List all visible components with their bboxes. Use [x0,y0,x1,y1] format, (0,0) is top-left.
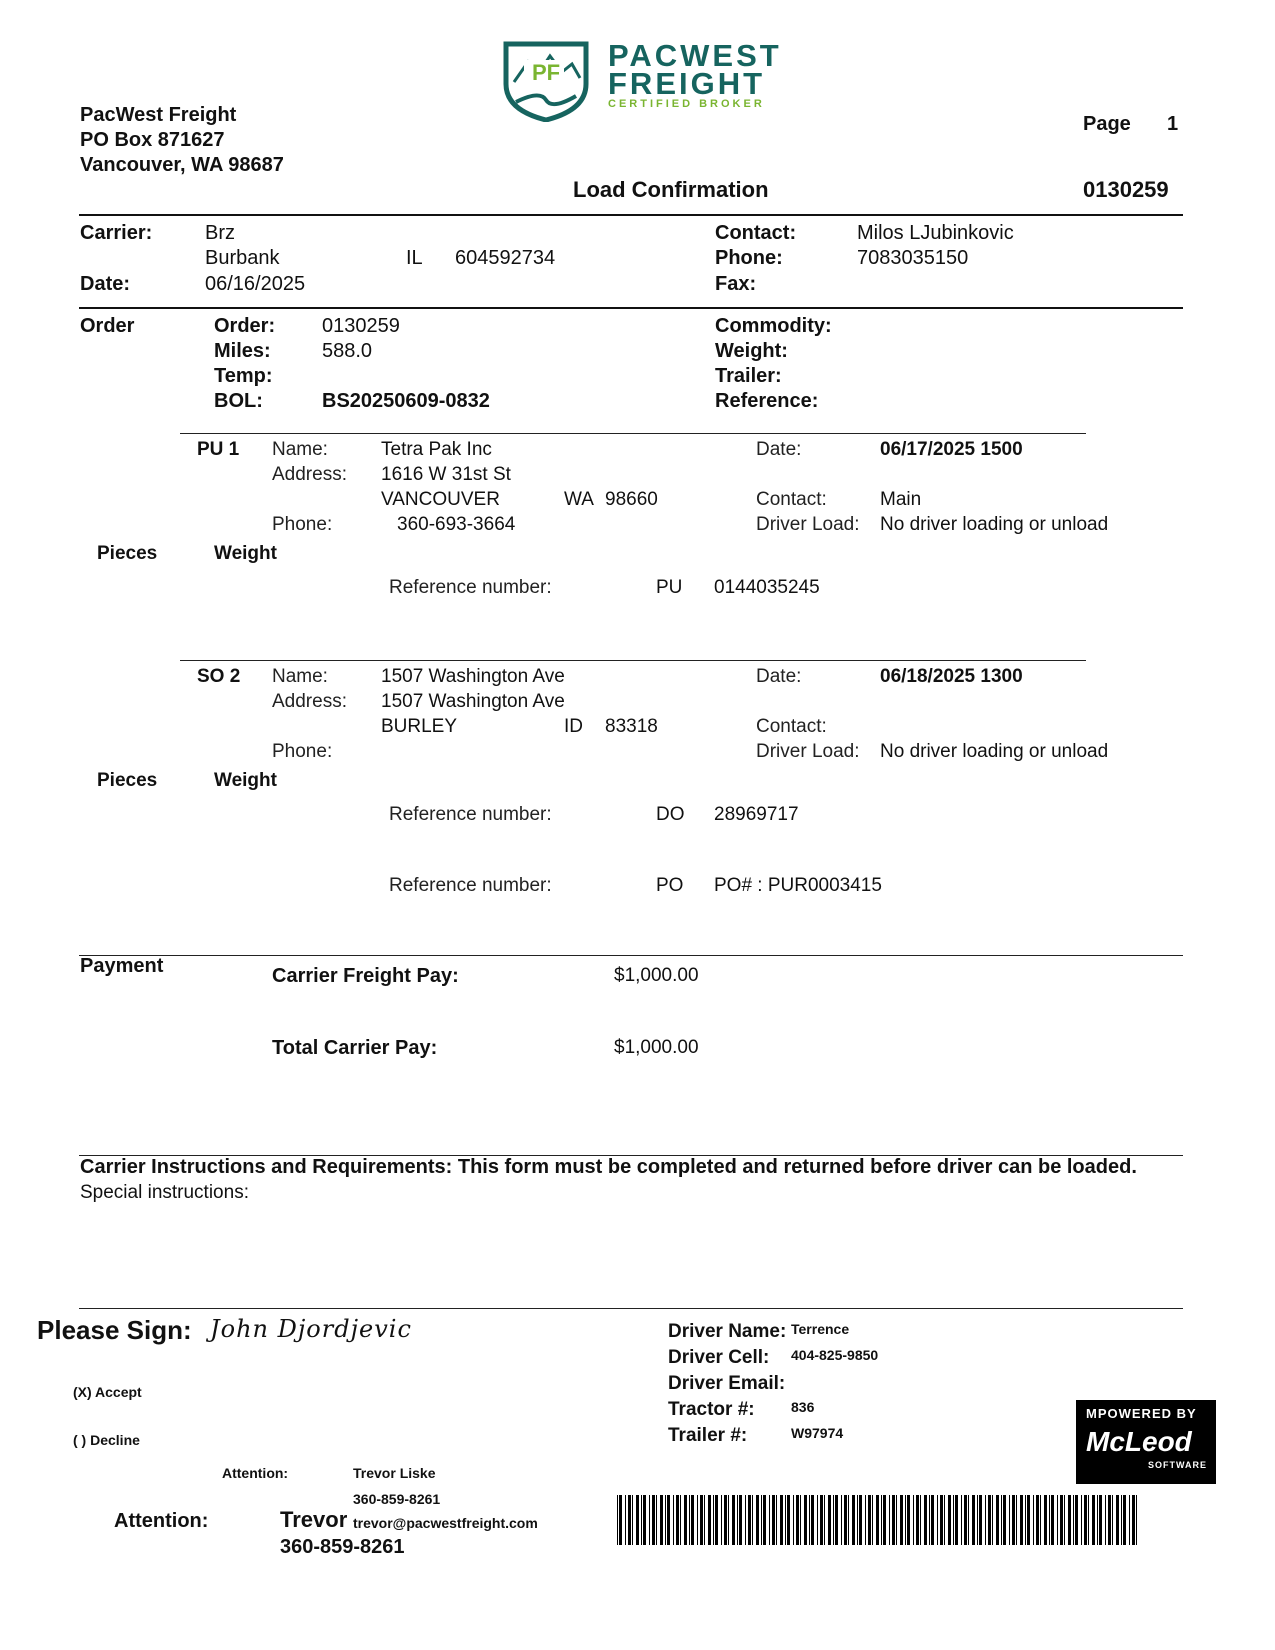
barcode-bar [1132,1495,1135,1545]
barcode-bar [900,1495,903,1545]
barcode-bar [1099,1495,1102,1545]
phone-value: 7083035150 [857,247,969,269]
carrier-date-label: Date: [80,273,131,295]
decline-option[interactable]: ( ) Decline [73,1432,140,1448]
barcode-bar [748,1495,751,1545]
barcode-bar [920,1495,921,1545]
barcode-bar [872,1495,873,1545]
bol-label: BOL: [214,390,263,412]
weight-col-label: Weight [214,543,277,564]
reference-value: PO# : PUR0003415 [714,875,882,896]
barcode-bar [929,1495,930,1545]
barcode-bar [961,1495,962,1545]
barcode-bar [859,1495,862,1545]
payment-section-label: Payment [80,955,164,977]
barcode-bar [883,1495,886,1545]
badge-sub: SOFTWARE [1148,1460,1207,1470]
total-pay-label: Total Carrier Pay: [272,1037,438,1059]
total-pay-value: $1,000.00 [614,1037,699,1058]
barcode-bar [865,1495,866,1545]
barcode-bar [1123,1495,1126,1545]
barcode-bar [811,1495,814,1545]
carrier-date: 06/16/2025 [205,273,306,295]
company-name: PacWest Freight [80,104,237,126]
barcode-bar [1108,1495,1111,1545]
stop-city: BURLEY [381,716,458,737]
barcode-bar [739,1495,742,1545]
barcode-bar [992,1495,993,1545]
barcode-bar [913,1495,914,1545]
barcode-bar [977,1495,978,1545]
stop-address-label: Address: [272,691,347,712]
stop-city: VANCOUVER [381,489,500,510]
barcode-bar [660,1495,663,1545]
barcode-bar [985,1495,986,1545]
barcode-bar [800,1495,801,1545]
barcode-bar [728,1495,729,1545]
stop-contact: Main [880,489,922,510]
attention-phone: 360-859-8261 [280,1536,405,1558]
barcode-bar [652,1495,655,1545]
barcode-bar [968,1495,969,1545]
trailer-number-value[interactable]: W97974 [791,1425,844,1441]
barcode-bar [937,1495,938,1545]
order-section-label: Order [80,315,135,337]
barcode-bar [1025,1495,1026,1545]
barcode-bar [1105,1495,1106,1545]
commodity-label: Commodity: [715,315,832,337]
barcode-bar [972,1495,975,1545]
barcode-bar [756,1495,759,1545]
driver-email-label: Driver Email: [668,1373,786,1394]
barcode-bar [787,1495,790,1545]
barcode-bar [713,1495,714,1545]
barcode-bar [656,1495,657,1545]
barcode-bar [632,1495,633,1545]
weight-label: Weight: [715,340,788,362]
barcode-bar [924,1495,927,1545]
attention-small-name: Trevor Liske [353,1465,436,1481]
barcode-bar [780,1495,783,1545]
stop-name: 1507 Washington Ave [381,666,565,687]
barcode-bar [844,1495,847,1545]
barcode-bar [700,1495,703,1545]
barcode-bar [796,1495,799,1545]
barcode-bar [996,1495,999,1545]
carrier-name: Brz [205,222,235,244]
signature-field[interactable]: John Djordjevic [210,1315,412,1343]
barcode-bar [1064,1495,1065,1545]
stop-phone-label: Phone: [272,514,333,535]
barcode-bar [1073,1495,1074,1545]
attention-small-label: Attention: [222,1465,289,1481]
stop-date: 06/18/2025 1300 [880,666,1023,687]
barcode-bar [617,1495,618,1545]
stop-name-label: Name: [272,439,328,460]
order-number: 0130259 [322,315,400,337]
badge-brand: McLeod [1086,1426,1192,1457]
company-city: Vancouver, WA 98687 [80,154,284,176]
barcode-bar [948,1495,951,1545]
barcode-bar [817,1495,818,1545]
tractor-value[interactable]: 836 [791,1399,815,1415]
barcode-bar [1044,1495,1047,1545]
barcode-bar [745,1495,746,1545]
barcode-bar [715,1495,718,1545]
carrier-city: Burbank [205,247,280,269]
barcode-bar [1112,1495,1113,1545]
barcode-bar [691,1495,694,1545]
stop-address: 1616 W 31st St [381,464,511,485]
barcode-bar [752,1495,753,1545]
barcode-bar [979,1495,982,1545]
carrier-label: Carrier: [80,222,153,244]
stop-code: SO 2 [197,666,241,687]
barcode-bar [772,1495,775,1545]
barcode-bar [1129,1495,1130,1545]
barcode-bar [1088,1495,1089,1545]
barcode-bar [1027,1495,1030,1545]
barcode-bar [881,1495,882,1545]
driver-cell-label: Driver Cell: [668,1347,770,1368]
barcode-bar [680,1495,681,1545]
barcode-bar [628,1495,631,1545]
barcode-bar [931,1495,934,1545]
fax-label: Fax: [715,273,757,295]
stop-divider [180,660,1086,661]
miles-label: Miles: [214,340,271,362]
stop-code: PU 1 [197,439,240,460]
logo-line1: PACWEST [608,38,782,73]
barcode-bar [649,1495,650,1545]
stop-driver-load-label: Driver Load: [756,741,860,762]
barcode-bar [676,1495,679,1545]
divider [79,307,1183,309]
stop-state: WA [564,489,594,510]
stop-address-label: Address: [272,464,347,485]
logo-tagline: CERTIFIED BROKER [608,98,765,110]
stop-date-label: Date: [756,666,802,687]
carrier-zip: 604592734 [455,247,556,269]
barcode-bar [955,1495,958,1545]
pieces-label: Pieces [97,770,158,791]
barcode-bar [944,1495,945,1545]
bol-value: BS20250609-0832 [322,390,490,412]
barcode-bar [641,1495,642,1545]
stop-phone-label: Phone: [272,741,333,762]
barcode-bar [916,1495,919,1545]
barcode-bar [689,1495,690,1545]
barcode-bar [1116,1495,1119,1545]
barcode-bar [1060,1495,1063,1545]
barcode-bar [1040,1495,1041,1545]
barcode-bar [673,1495,674,1545]
attention-small-phone: 360-859-8261 [353,1491,441,1507]
barcode-bar [1136,1495,1137,1545]
barcode-bar [889,1495,890,1545]
divider [79,955,1183,956]
order-label: Order: [214,315,276,337]
attention-small-email: trevor@pacwestfreight.com [353,1515,538,1531]
stop-name-label: Name: [272,666,328,687]
barcode-bar [721,1495,722,1545]
barcode-bar [1049,1495,1050,1545]
barcode-bar [857,1495,858,1545]
barcode-bar [1097,1495,1098,1545]
barcode [617,1495,1147,1545]
stop-date: 06/17/2025 1500 [880,439,1023,460]
reference-type: PU [656,577,683,598]
page-label: Page [1083,113,1131,135]
barcode-bar [643,1495,646,1545]
accept-option[interactable]: (X) Accept [73,1384,142,1400]
stop-date-label: Date: [756,439,802,460]
barcode-bar [804,1495,807,1545]
barcode-bar [697,1495,698,1545]
instructions-heading: Carrier Instructions and Requirements: This form must be completed and returned before driver can be loaded. [80,1156,1137,1178]
barcode-bar [892,1495,895,1545]
barcode-bar [737,1495,738,1545]
please-sign-label: Please Sign: [37,1315,192,1345]
stop-zip: 83318 [605,716,658,737]
divider [79,1308,1183,1309]
reference-number-label: Reference number: [389,875,552,896]
mcleod-badge [1076,1400,1216,1484]
stop-zip: 98660 [605,489,658,510]
company-logo [500,38,840,122]
driver-name-label: Driver Name: [668,1321,787,1342]
barcode-bar [704,1495,705,1545]
barcode-bar [1012,1495,1015,1545]
barcode-bar [665,1495,666,1545]
contact-value: Milos LJubinkovic [857,222,1014,244]
barcode-bar [953,1495,954,1545]
barcode-bar [896,1495,897,1545]
barcode-bar [1009,1495,1010,1545]
barcode-bar [1016,1495,1017,1545]
barcode-bar [785,1495,786,1545]
document-title: Load Confirmation [573,177,769,202]
reference-number-label: Reference number: [389,804,552,825]
stop-name: Tetra Pak Inc [381,439,492,460]
barcode-bar [876,1495,879,1545]
barcode-bar [824,1495,825,1545]
contact-label: Contact: [715,222,797,244]
barcode-bar [1003,1495,1006,1545]
carrier-state: IL [406,247,423,269]
barcode-bar [708,1495,711,1545]
divider [79,214,1183,216]
stop-contact-label: Contact: [756,716,827,737]
badge-top-text: MPOWERED BY [1086,1406,1197,1421]
barcode-bar [1001,1495,1002,1545]
tractor-label: Tractor #: [668,1399,755,1420]
barcode-bar [793,1495,794,1545]
barcode-bar [1092,1495,1095,1545]
barcode-bar [619,1495,622,1545]
reference-value: 28969717 [714,804,799,825]
company-po-box: PO Box 871627 [80,129,225,151]
barcode-bar [1051,1495,1054,1545]
barcode-bar [761,1495,762,1545]
weight-col-label: Weight [214,770,277,791]
barcode-bar [940,1495,943,1545]
freight-pay-label: Carrier Freight Pay: [272,965,459,987]
reference-number-label: Reference number: [389,577,552,598]
barcode-bar [964,1495,967,1545]
barcode-bar [667,1495,670,1545]
freight-pay-value: $1,000.00 [614,965,699,986]
barcode-bar [841,1495,842,1545]
barcode-bar [1121,1495,1122,1545]
barcode-bar [769,1495,770,1545]
barcode-bar [776,1495,777,1545]
barcode-bar [905,1495,906,1545]
barcode-bar [1081,1495,1082,1545]
reference-type: DO [656,804,685,825]
barcode-bar [835,1495,838,1545]
barcode-bar [1036,1495,1039,1545]
barcode-bar [833,1495,834,1545]
barcode-bar [625,1495,626,1545]
page-number: 1 [1167,113,1179,135]
stop-phone: 360-693-3664 [397,514,516,535]
barcode-bar [1084,1495,1087,1545]
barcode-bar [988,1495,991,1545]
phone-label: Phone: [715,247,783,269]
attention-name: Trevor [280,1507,348,1532]
barcode-bar [828,1495,831,1545]
document-number: 0130259 [1083,177,1169,202]
barcode-bar [684,1495,687,1545]
shield-logo-icon [500,38,592,122]
miles-value: 588.0 [322,340,373,362]
driver-cell[interactable]: 404-825-9850 [791,1347,879,1363]
stop-driver-load-label: Driver Load: [756,514,860,535]
barcode-bar [1020,1495,1023,1545]
temp-label: Temp: [214,365,273,387]
barcode-bar [820,1495,823,1545]
special-instructions-label: Special instructions: [80,1182,249,1203]
barcode-bar [907,1495,910,1545]
barcode-bar [1068,1495,1071,1545]
barcode-bar [732,1495,735,1545]
stop-driver-load: No driver loading or unload [880,741,1109,762]
barcode-bar [848,1495,849,1545]
stop-state: ID [564,716,583,737]
barcode-bar [724,1495,727,1545]
barcode-bar [852,1495,855,1545]
stop-contact-label: Contact: [756,489,827,510]
stop-driver-load: No driver loading or unload [880,514,1109,535]
barcode-bar [1057,1495,1058,1545]
logo-mark-text: PF [531,60,561,85]
stop-divider [180,433,1086,434]
trailer-number-label: Trailer #: [668,1425,748,1446]
stop-address: 1507 Washington Ave [381,691,565,712]
barcode-bar [763,1495,766,1545]
barcode-bar [1033,1495,1034,1545]
barcode-bar [868,1495,871,1545]
barcode-bar [1075,1495,1078,1545]
logo-line2: FREIGHT [608,66,766,101]
reference-value: 0144035245 [714,577,820,598]
trailer-label: Trailer: [715,365,782,387]
barcode-bar [809,1495,810,1545]
reference-label: Reference: [715,390,819,412]
attention-label: Attention: [114,1510,209,1532]
reference-type: PO [656,875,684,896]
barcode-bar [636,1495,639,1545]
pieces-label: Pieces [97,543,158,564]
driver-name[interactable]: Terrence [791,1321,850,1337]
